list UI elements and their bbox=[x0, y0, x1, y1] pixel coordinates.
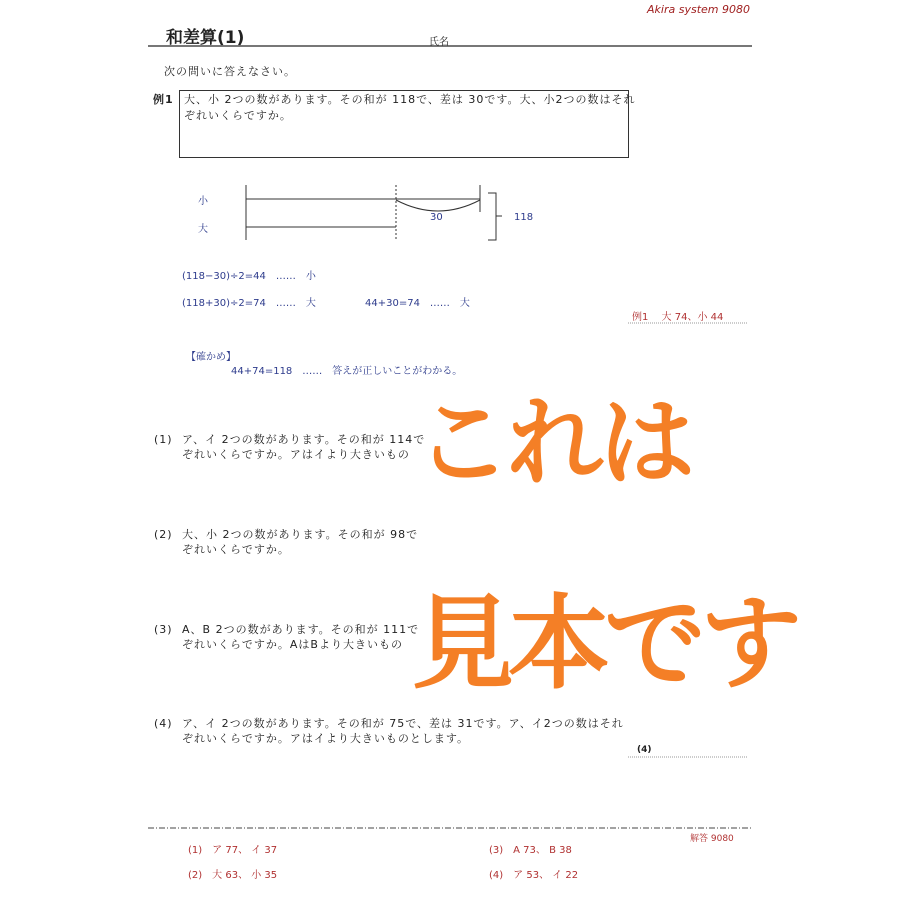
solution-line: (118+30)÷2=74 …… 大 bbox=[182, 298, 316, 309]
solution-line: 44+30=74 …… 大 bbox=[365, 298, 470, 309]
sample-watermark-line1: これは bbox=[415, 387, 691, 499]
question-line: ア、イ 2つの数があります。その和が 75で、差は 31です。ア、イ2つの数はそれ bbox=[182, 717, 624, 730]
example-label: 例1 bbox=[153, 93, 174, 106]
question-line: 大、小 2つの数があります。その和が 98で bbox=[182, 528, 419, 541]
question-line: ぞれいくらですか。アはイより大きいもの bbox=[182, 448, 410, 461]
answer-blank-label: (4) bbox=[637, 745, 652, 755]
diagram-small-label: 小 bbox=[198, 196, 208, 207]
question-line: ぞれいくらですか。 bbox=[182, 543, 290, 556]
answers-title: 解答 9080 bbox=[690, 834, 734, 844]
question-line: A、B 2つの数があります。その和が 111で bbox=[182, 623, 420, 636]
solution-line: (118−30)÷2=44 …… 小 bbox=[182, 271, 316, 282]
question-line: ぞれいくらですか。AはBより大きいもの bbox=[182, 638, 403, 651]
question-line: ぞれいくらですか。アはイより大きいものとします。 bbox=[182, 732, 470, 745]
page-title: 和差算(1) bbox=[166, 28, 245, 48]
diagram-large-label: 大 bbox=[198, 224, 208, 235]
question-number: (1) bbox=[154, 433, 173, 446]
check-label: 【確かめ】 bbox=[186, 352, 236, 363]
question-number: (3) bbox=[154, 623, 173, 636]
name-label: 氏名 bbox=[429, 37, 449, 48]
answer-item: (2) 大 63、 小 35 bbox=[188, 870, 278, 881]
example-line1: 大、小 2つの数があります。その和が 118で、差は 30です。大、小2つの数はそれ bbox=[184, 93, 636, 106]
check-text: 44+74=118 …… 答えが正しいことがわかる。 bbox=[231, 366, 463, 377]
answer-item: (1) ア 77、 イ 37 bbox=[188, 845, 278, 856]
example-line2: ぞれいくらですか。 bbox=[184, 109, 292, 122]
question-number: (4) bbox=[154, 717, 173, 730]
answer-item: (4) ア 53、 イ 22 bbox=[489, 870, 579, 881]
answer-item: (3) A 73、 B 38 bbox=[489, 845, 572, 856]
example-answer: 例1 大 74、小 44 bbox=[632, 312, 724, 323]
instruction: 次の問いに答えなさい。 bbox=[164, 65, 296, 78]
diagram-diff-label: 30 bbox=[430, 212, 443, 223]
question-line: ア、イ 2つの数があります。その和が 114で bbox=[182, 433, 426, 446]
sample-watermark-line2: 見本です bbox=[412, 585, 796, 704]
question-number: (2) bbox=[154, 528, 173, 541]
diagram-sum-label: 118 bbox=[514, 212, 534, 223]
brand-label: Akira system 9080 bbox=[647, 3, 750, 16]
